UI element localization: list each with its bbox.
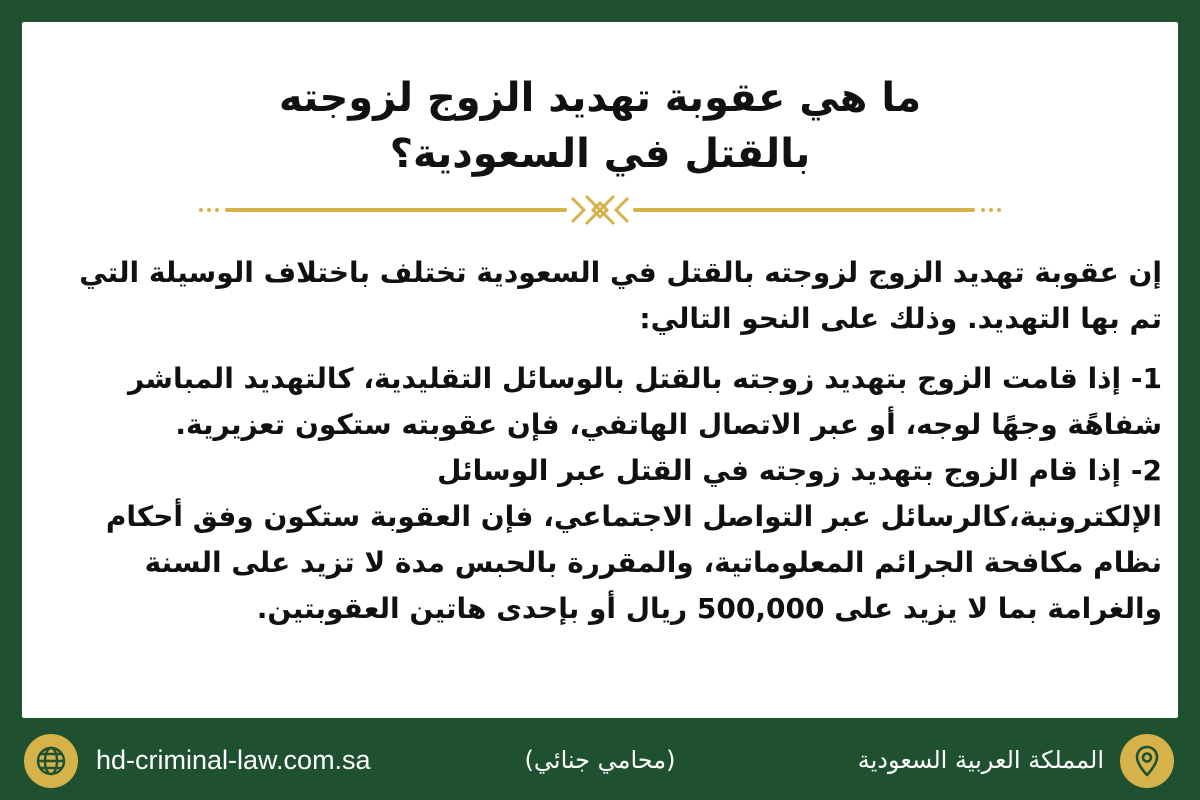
point-2-paragraph: الإلكترونية،كالرسائل عبر التواصل الاجتماعي، فإن العقوبة ستكون وفق أحكام نظام مكافحة الجرائم المعلوماتية، والمقررة بالحبس مدة لا تزيد على السنة والغرامة بما لا يزيد على 500,000 ريال أو بإحدى هاتين العقوبتين. — [105, 500, 1162, 625]
country-label: المملكة العربية السعودية — [857, 746, 1104, 774]
article-body — [58, 250, 1162, 632]
website-link[interactable]: hd-criminal-law.com.sa — [96, 745, 371, 775]
globe-badge — [24, 734, 78, 788]
ornamental-divider — [197, 190, 1003, 230]
globe-icon — [33, 743, 69, 779]
title-line-2: بالقتل في السعودية؟ — [389, 131, 811, 177]
location-pin-icon — [1129, 743, 1165, 779]
footer-bar — [0, 718, 1200, 800]
page-title — [22, 70, 1178, 182]
lawyer-label: (محامي جنائي) — [524, 746, 676, 774]
title-line-1: ما هي عقوبة تهديد الزوج لزوجته — [278, 75, 922, 121]
point-1-paragraph: 1- إذا قامت الزوج بتهديد زوجته بالقتل بالوسائل التقليدية، كالتهديد المباشر شفاهًة وجهًا لوجه، أو عبر الاتصال الهاتفي، فإن عقوبته ستكون تعزيرية. — [128, 362, 1162, 441]
intro-paragraph: إن عقوبة تهديد الزوج لزوجته بالقتل في السعودية تختلف باختلاف الوسيلة التي تم بها التهديد. وذلك على النحو التالي: — [79, 256, 1162, 335]
content-card — [22, 22, 1178, 718]
point-2-heading: 2- إذا قام الزوج بتهديد زوجته في القتل عبر الوسائل — [437, 454, 1162, 487]
location-badge — [1120, 734, 1174, 788]
